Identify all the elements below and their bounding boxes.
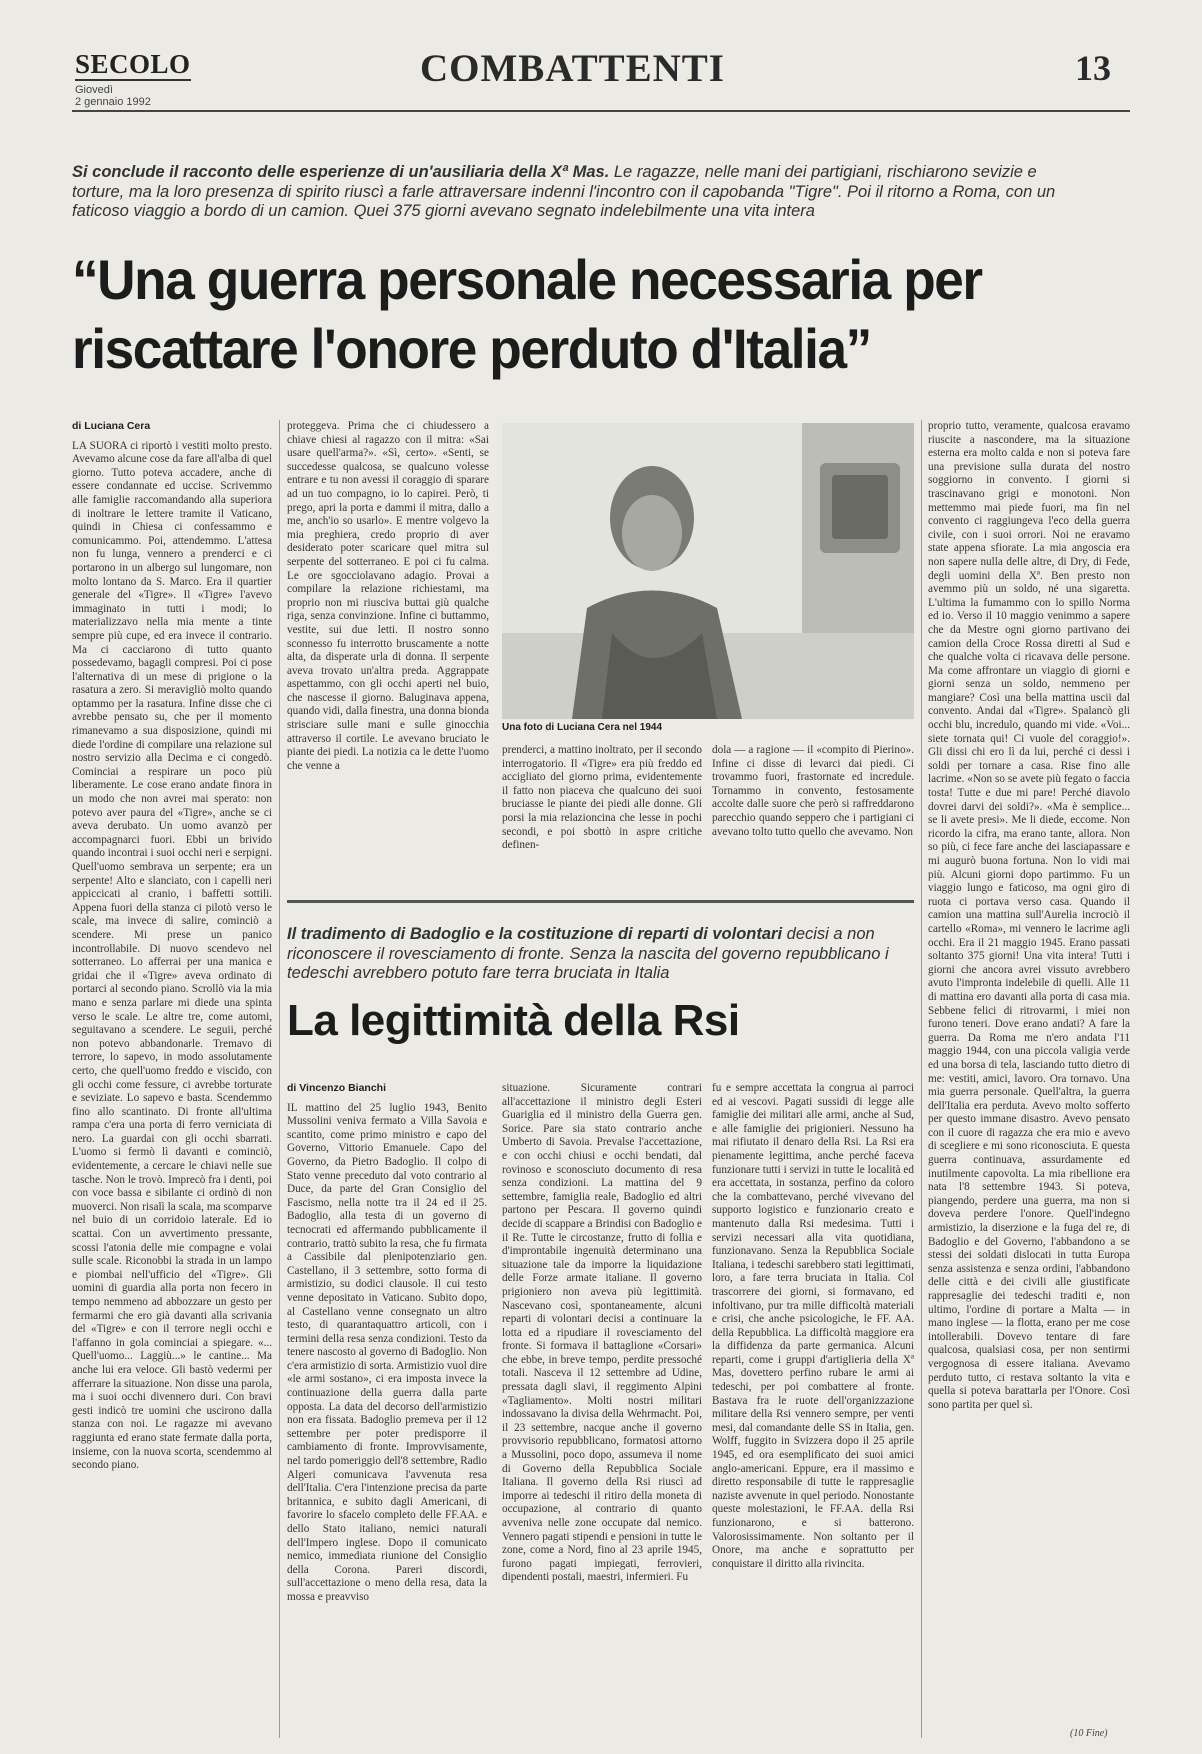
story2-kicker <box>287 925 927 984</box>
story2-byline: di Vincenzo Bianchi <box>287 1082 386 1094</box>
story-separator <box>287 900 914 903</box>
story1-byline: di Luciana Cera <box>72 420 151 432</box>
story1-headline: “Una guerra personale necessaria per riscattare l'onore perduto d'Italia” <box>72 248 982 380</box>
masthead-date: 2 gennaio 1992 <box>75 96 151 108</box>
story1-kicker-rest: Le ragazze, nelle mani dei partigiani, rischiarono sevizie e torture, ma la loro presenza di spirito riuscì a farle attraversare indenni l'incontro con il capobanda "Tigre". Poi il ritorno a Roma, con un faticoso viaggio a bordo di un camion. Quei 375 giorni avevano segnato indelebilmente una vita intera <box>72 163 1056 220</box>
story1-col4-text: dola — a ragione — il «compito di Pierino». Infine ci disse di levarci dai piedi. Ci trovammo fuori, frastornate ed incredule. Tornammo in convento, festosamente accolte dalle suore che però si raffreddarono parecchio quando seppero che i partigiani ci avevano tolto tutto quello che avevamo. Non <box>712 744 914 838</box>
story1-column-3 <box>502 744 702 888</box>
story2-headline: La legittimità della Rsi <box>287 996 740 1045</box>
section-title: COMBATTENTI <box>420 47 725 90</box>
masthead-rule <box>72 110 1130 112</box>
story2-column-1 <box>287 1082 487 1738</box>
masthead-day: Giovedì <box>75 84 113 96</box>
story1-col5-text: proprio tutto, veramente, qualcosa eravamo riuscite a nascondere, ma la situazione esterna era molto calda e non si poteva fare una previsione sulla durata del nostro soggiorno in convento. I giorni si trascinavano grigi e monotoni. Non mettemmo mai piede fuori, ma fin nel convento ci raggiungeva l'eco della guerra civile, con i suoi orrori. Noi ne eravamo state appena sfiorate. La mia angoscia era non sapere nulla delle altre, di Dry, di Fede, degli uomini della Xª. Ben presto non avemmo più un soldo, né una sigaretta. L'ultima la fumammo con lo spillo Norma ed io. Verso il 10 maggio venimmo a sapere che da Mestre ogni giorno partivano dei camion della Croce Rossa diretti al Sud e che qualche volta ci ricavava delle persone. Ma come affrontare un viaggio di giorni e giorni senza un soldo, nemmeno per mangiare? Così una bella mattina uscii dal convento. Andai dal «Tigre». Spalancò gli occhi blu, incredulo, quando mi vide. «Voi... siete tornata qui! Ci vuole del coraggio!». Gli dissi chi ero lì da lui, perché ci dessi i soldi per tornare a casa. Rise fino alle lacrime. «Non so se avete più fegato o faccia tosta! Tutte e due mi pare! Perché diavolo dovrei darvi dei soldi?». «Ma è semplice... se li avete presi». Me li diede, eccome. Non ricordo la cifra, ma erano tante, allora. Non so più, ci fece fare anche dei lasciapassare e mi augurò buona fortuna. Non lo vidi mai più. Alcuni giorni dopo partimmo. Fu un viaggio lungo e faticoso, ma ogni giro di ruota ci portava verso casa. Quando il camion una mattina sull'Aurelia incrociò il cartello «Roma», mi vennero le lacrime agli occhi. Era il 21 maggio 1945. Erano passati soltanto 375 giorni! Una vita intera! Tutti i giorni che ancora avrei vissuto avrebbero avuto l'impronta indelebile di quelli. Alle 11 di mattina ero davanti alla porta di casa mia. Sebbene felici di ritrovarmi, i miei non furono teneri. Dove erano andati? A fare la guerra. Da Roma me n'ero andata l'11 maggio 1944, con una piccola valigia verde ed una borsa di tela, lasciando tutto dietro di me: vestiti, amici, lavoro. Ora tornavo. Una mia guerra personale. Quell'altra, la guerra dell'Italia era perduta. Avevo molto sofferto per questo immane disastro. Avevo pensato con il cuore di ragazza che era mio e avevo di scegliere e mi sono riconosciuta. E questa guerra continuava, assurdamente ed inutilmente capovolta. La mia ribellione era nata l'8 settembre 1943. Si poteva, piangendo, perdere una guerra, ma non si doveva perdere l'onore. Quell'indegno armistizio, la diserzione e la fuga del re, di Badoglio e del Governo, l'abbandono a se stessi dei soldati dislocati in tutta Europa senza assistenza e senza ordini, l'abbandono delle città e dei civili alle giustificate rappresaglie dei tedeschi traditi e, non ultimo, l'ordine di portare a Malta — in mano inglese — la flotta, erano per me cose intollerabili. Dovevo tentare di fare qualcosa, qualsiasi cosa, per non sentirmi vergognosa di essere italiana. Avevamo perduto tutto, ci restava soltanto la vita e quella si poteva barattarla per l'Onore. Così sono partita per quel sì. <box>928 420 1130 1411</box>
story1-col2-text: proteggeva. Prima che ci chiudessero a chiave chiesi al ragazzo con il mitra: «Sai usare quell'arma?». «Sì, certo». «Senti, se succedesse qualcosa, se qualcuno volesse entrare e tu non avessi il coraggio di sparare ad un tuo compagno, io lo capirei. Però, ti prego, apri la porta e dammi il mitra, dallo a me, anch'io so usarlo». E mentre volgevo la mia preghiera, credo proprio di aver desiderato poter scaricare quel mitra sul serpente del sotterraneo. E poi ci fu calma. Le ore sgocciolavano adagio. Provai a compilare la relazione richiestami, ma proprio non mi riusciva buttai giù qualche riga, senza convinzione. Infine ci buttammo, vestite, sui due letti. Il nostro sonno sconnesso fu interrotto bruscamente a notte alta, da disperate urla di donna. Il serpente aveva trovato un'altra preda. Aggrappate aspettammo, con gli occhi aperti nel buio, che nascesse il giorno. Baluginava appena, quando vidi, dalla finestra, una donna bionda strisciare sulle mani e sulle ginocchia attraverso il cortile. Le avevano bruciato le piante dei piedi. La notizia ca le dette l'uomo che venne a <box>287 420 489 772</box>
story2-col3-text: fu e sempre accettata la congrua ai parroci ed ai vescovi. Pagati sussidi di legge alle famiglie dei militari alle armi, anche al Sud, e alle famiglie dei prigionieri. Nessuno ha mai rifiutato il denaro della Rsi. La Rsi era pienamente legittima, anche perché faceva funzionare tutti i servizi in tutte le località ed era accettata, in sostanza, perfino da coloro che la combattevano, perché vivevano del supporto logistico e funzionario creato e mantenuto dalla Rsi medesima. Tutti i servizi necessari alla vita quotidiana, funzionavano. Senza la Repubblica Sociale Italiana, i tedeschi sarebbero stati legittimati, loro, a fare terra bruciata in Italia. Col trascorrere dei giorni, si formavano, ed infoltivano, pur tra mille difficoltà materiali e crisi, che anche psicologiche, le FF. AA. della Repubblica. La difficoltà maggiore era la diffidenza da parte germanica. Alcuni reparti, come i gruppi d'artiglieria della Xª Mas, dovettero perfino rubare le armi ai tedeschi, per poi combattere al fronte. Bastava fra le ruote dell'organizzazione militare della Rsi vennero sempre, per venti mesi, dal comandante delle SS in Italia, gen. Wolff, fuggito in Svizzera dopo il 25 aprile 1945, ed ora esemplificato dei suoi amici anglo-americani. Eppure, era il massimo e diretto responsabile di tutte le rappresaglie naziste avvenute in quel periodo. Nonostante queste molestazioni, le FF.AA. della Rsi funzionarono, e si batterono. Valorosissimamente. Non soltanto per il Onore, ma anche e soprattutto per conquistare il diritto alla rivincita. <box>712 1082 914 1570</box>
story1-col1-text: LA SUORA ci riportò i vestiti molto presto. Avevamo alcune cose da fare all'alba di quel giorno. Tutto poteva accadere, anche di essere condannate ed uccise. Scrivemmo alle famiglie raccomandando alla superiora di inoltrare le lettere tramite il Vaticano, quindi in Chiesa ci confessammo e comunicammo. Poi, attendemmo. L'attesa non fu lunga, vennero a prenderci e ci portarono in un albergo sul lungomare, non molto lontano da S. Marco. Era il quartier generale del «Tigre». Il «Tigre» l'avevo immaginato in tutti i modi; lo materializzavo nella mia mente a tinte sempre più cupe, ed era invece il contrario. Ma ci cacciarono di tutto quanto possedevamo, bagagli compresi. Poi ci pose l'alternativa di un mese di prigione o la rasatura a zero. Si meravigliò molto quando optammo per la rasatura. Infine disse che ci avrebbe pensato su, che per il momento rimanevamo a sua disposizione, quindi mi diede l'ordine di compilare una relazione sul nostro servizio alla Decima e ci congedò. Cominciai a respirare un poco più liberamente. Le cose erano andate finora in un modo che non avrei mai sperato: non potevo aver paura del «Tigre», anche se ci aveva derubato. Un uomo avanzò per accompagnarci fuori. Ebbi un brivido quando incontrai i suoi occhi neri e serpigni. Quell'uomo sembrava un serpente; era un serpente! Alto e slanciato, con i capelli neri appiccicati al cranio, i baffetti sottili. Appena fuori della stanza ci pilotò verso le scale, ma invece di salire, cominciò a scendere. Mi prese un panico incontrollabile. Di nuovo scendevo nel sotterraneo. Lo afferrai per una manica e gridai che il «Tigre» aveva ordinato di portarci al secondo piano. Scrollò via la mia mano e senza parlare mi diede una spinta verso le scale. Le altre tre, come automi, seguitavano a scendere. Le seguii, perché non potevo abbandonarle. Tremavo di terrore, lo sapevo, in modo assolutamente certo, che quell'uomo freddo e viscido, con gli occhi come fessure, ci avrebbe torturate e seviziate. Lo sapevo e basta. Scendemmo fino allo scantinato. Di fronte all'ultima rampa c'era una porta di ferro verniciata di nero. La guardai con gli occhi sbarrati. L'uomo si fermò lì davanti e cominciò, evidentemente, a cercare le chiavi nelle sue tasche. Non le trovò. Imprecò fra i denti, poi con voce bassa e sibilante ci ordinò di non muoverci. Non risalì la scala, ma scomparve nel buio di un corridoio laterale. Ed io scattai. Con un avvertimento pressante, scossi l'atonia delle mie compagne e volai sulle scale. Riconobbi la strada in un lampo e piombai nell'ufficio del «Tigre». Gli uomini di guardia alla porta non fecero in tempo nemmeno ad abbozzare un gesto per fermarmi che ero già davanti alla scrivania del «Tigre» e con il terrore negli occhi e l'affanno in gola cominciai a spiegare. «... Quell'uomo... Laggiù...» le cantine... Ma anche lui era veloce. Gli bastò vedermi per afferrare la situazione. Non disse una parola, ma i suoi occhi divennero duri. Con bravi gesti indicò tre uomini che uscirono dalla stanza con noi. Le ragazze mi avevano raggiunta ed erano state fermate dalla porta, insieme, con la nuova scorta, scendemmo al secondo piano. <box>72 439 272 1472</box>
story2-column-2 <box>502 1082 702 1738</box>
story1-kicker <box>72 163 1062 222</box>
story1-col3-text: prenderci, a mattino inoltrato, per il secondo interrogatorio. Il «Tigre» era più freddo ed accigliato del giorno prima, evidentemente il fatto non piaceva che qualcuno dei suoi bruciasse le piante dei piedi alle donne. Gli porsi la mia relazioncina che lesse in pochi secondi, e poi sbottò in aspre critiche definen- <box>502 744 702 852</box>
story1-column-1 <box>72 420 272 1738</box>
newspaper-logo: SECOLO <box>75 49 191 79</box>
story2-column-3 <box>712 1082 914 1738</box>
story2-col2-text: situazione. Sicuramente contrari all'accettazione il ministro degli Esteri Guariglia ed il ministro della Guerra gen. Sorice. Pare sia stato contrario anche Umberto di Savoia. Prevalse l'accettazione, e con occhi chiusi e occhi bendati, dal rovinoso e sconosciuto documento di resa senza condizioni. La mattina del 9 settembre, famiglia reale, Badoglio ed altri partono per Pescara. Il governo quindi decide di scappare a Brindisi con Badoglio e il Re. Tutte le circostanze, frutto di follia e d'improntabile ingenuità determinano una situazione tale da imporre la liquidazione delle Forze armate italiane. Il governo prigioniero non aveva più legittimità. Nascevano così, spontaneamente, alcuni reparti di volontari decisi a continuare la lotta ed a ripudiare il rovesciamento del fronte. Si formava il battaglione «Corsari» che ebbe, in breve tempo, perdite pressoché totali. Nasceva il 12 settembre ad Udine, pressata dagli slavi, il reggimento Alpini «Tagliamento». Molti nostri militari indossavano la divisa della Wehrmacht. Poi, il 23 settembre, nacque anche il governo provvisorio repubblicano, formatosi attorno a Mussolini, poco dopo, assumeva il nome di Governo della Repubblica Sociale Italiana. Il governo della Rsi riuscì ad imporre ai tedeschi il ritiro della moneta di occupazione, al contrario di quanto avveniva nelle zone occupate dal nemico. Vennero pagati stipendi e pensioni in tutte le zone, come a Nord, fino al 23 aprile 1945, furono pagati impiegati, ferrovieri, dipendenti postali, maestri, infermieri. Fu <box>502 1082 702 1584</box>
story2-kicker-rest: decisi a non riconoscere il rovesciamento di fronte. Senza la nascita del governo repubblicano i tedeschi avrebbero potuto fare terra bruciata in Italia <box>287 925 889 982</box>
story1-column-2 <box>287 420 489 888</box>
column-divider <box>279 420 280 1738</box>
story1-kicker-bold: Si conclude il racconto delle esperienze di un'ausiliaria della Xª Mas. <box>72 163 610 181</box>
column-divider <box>921 420 922 1738</box>
story2-kicker-bold: Il tradimento di Badoglio e la costituzione di reparti di volontari <box>287 925 783 943</box>
story1-column-4 <box>712 744 914 888</box>
luciana-cera-photo <box>502 423 914 719</box>
page-number: 13 <box>1075 48 1111 88</box>
story1-column-5 <box>928 420 1130 1720</box>
article-end-mark: (10 Fine) <box>1070 1728 1108 1739</box>
photo-caption: Una foto di Luciana Cera nel 1944 <box>502 722 663 733</box>
portrait-image <box>502 423 914 719</box>
story2-col1-text: IL mattino del 25 luglio 1943, Benito Mussolini veniva fermato a Villa Savoia e scantito, come primo ministro e capo del Governo, Vittorio Emanuele. Capo del Governo, da Pietro Badoglio. Il colpo di Stato venne preceduto dal voto contrario al Duce, da parte del Gran Consiglio del Fascismo, nella notte tra il 24 ed il 25. Badoglio, alla testa di un governo di tecnocrati ed affermando pubblicamente il contrario, trattò subito la resa, che fu firmata a Cassibile dal plenipotenziario gen. Castellano, il 3 settembre, sotto forma di armistizio, su dodici clausole. Il cui testo venne depositato in Vaticano. Subito dopo, al Castellano venne consegnato un altro testo, di quarantaquattro articoli, con i termini della resa senza condizioni. Testo da tenere nascosto al governo di Badoglio. Non c'era armistizio di sorta. Armistizio vuol dire «le armi sostano», ci era imposta invece la continuazione della guerra dalla parte opposta. La data del decorso dell'armistizio non era fissata. Badoglio premeva per il 12 settembre per poter predisporre il cambiamento di fronte. Improvvisamente, nel tardo pomeriggio dell'8 settembre, Radio Algeri comunicava l'avvenuta resa dell'Italia. C'era l'intenzione precisa da parte britannica, e subito dagli Americani, di favorire lo sfacelo completo delle FF.AA. e dello Stato italiano, nemici naturali dell'Impero inglese. Dopo il comunicato nemico, immediata riunione del Consiglio della Corona. Pareri discordi, sull'accettazione o meno della resa, data la mossa e preavviso <box>287 1101 487 1603</box>
